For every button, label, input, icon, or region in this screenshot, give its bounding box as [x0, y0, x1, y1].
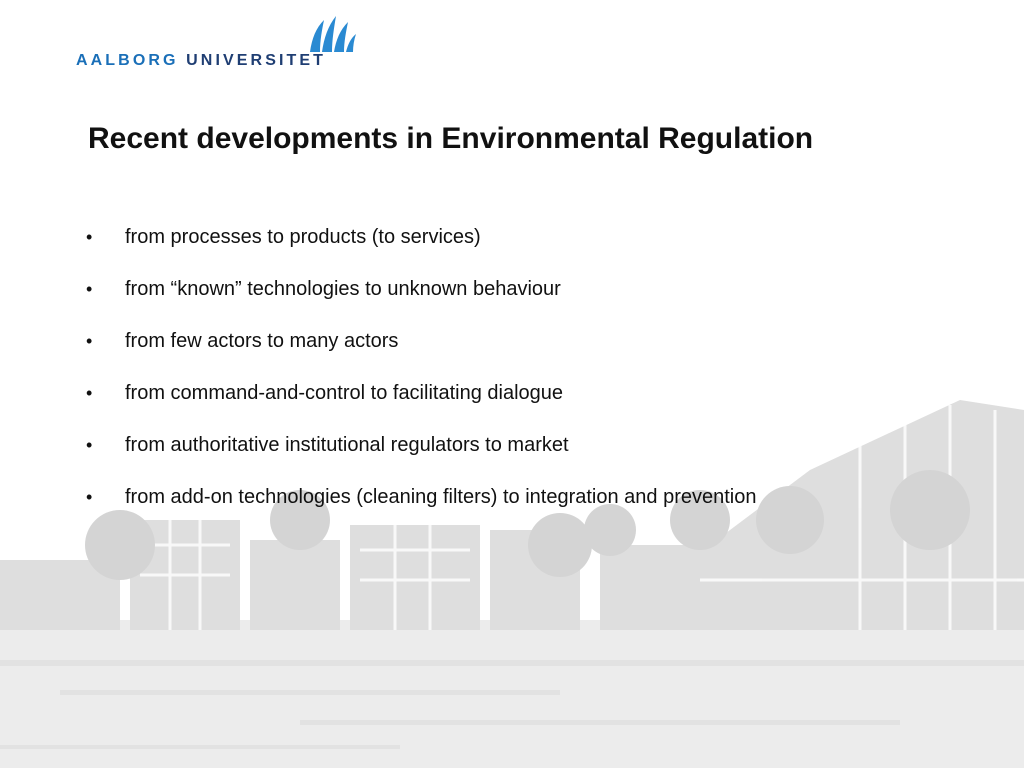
aau-wave-logo-icon [306, 14, 358, 54]
aau-wordmark [76, 52, 326, 70]
bullet-text: from authoritative institutional regulators to market [125, 434, 569, 456]
bullet-text: from few actors to many actors [125, 330, 399, 352]
logo-word-universitet: UNIVERSITET [186, 52, 327, 69]
bullet-dot: • [86, 487, 93, 507]
bullet-text: from command-and-control to facilitating dialogue [125, 382, 563, 404]
slide-title: Recent developments in Environmental Regulation [88, 122, 814, 155]
bullet-text: from add-on technologies (cleaning filters) to integration and prevention [125, 486, 757, 508]
bullet-dot: • [86, 383, 93, 403]
bullet-dot: • [86, 227, 93, 247]
bullet-text: from “known” technologies to unknown behaviour [125, 278, 561, 300]
bullet-dot: • [86, 279, 93, 299]
logo-word-aalborg: AALBORG [76, 52, 179, 69]
bullet-text: from processes to products (to services) [125, 226, 481, 248]
aau-logo [76, 14, 386, 74]
bullet-dot: • [86, 435, 93, 455]
bullet-dot: • [86, 331, 93, 351]
